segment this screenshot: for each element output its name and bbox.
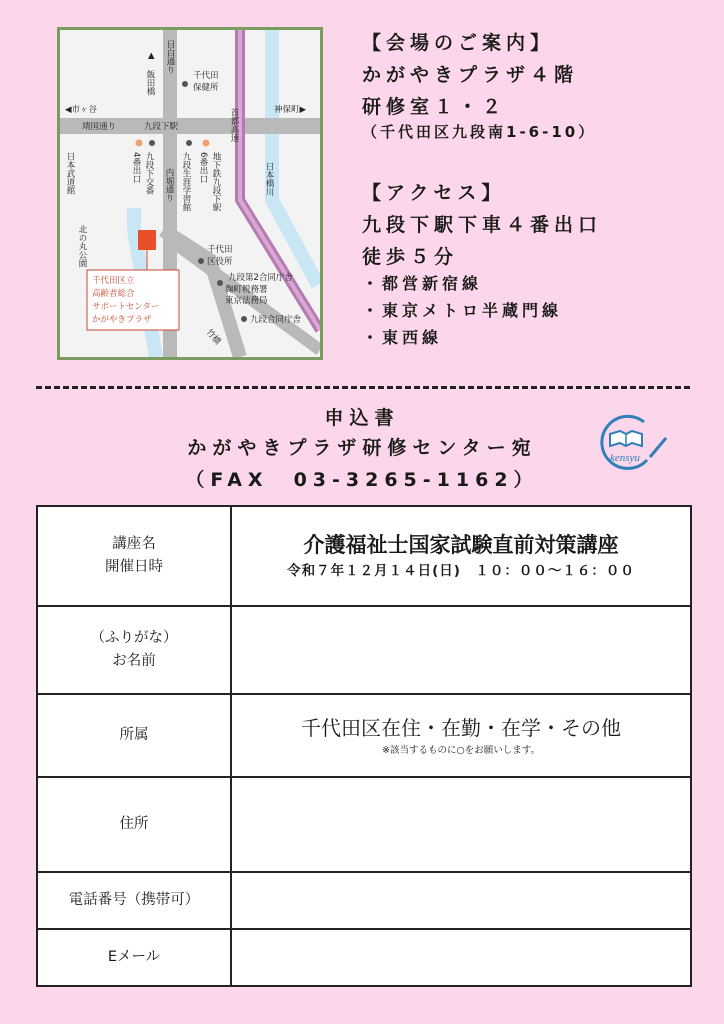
map-label-expressway: 首都高速 [229,108,239,142]
map-label-gov: 九段合同庁舎 [250,315,302,325]
affiliation-options[interactable]: 千代田区在住・在勤・在学・その他 [301,715,621,740]
map-label-kudanshita-crossing: 九段下駅 [144,122,179,132]
phone-label-cell [38,873,232,928]
course-name: 介護福祉士国家試験直前対策講座 [303,533,619,557]
datetime-label: 開催日時 [105,559,163,575]
map-label-hokenjo-1: 千代田 [193,71,219,81]
venue-callout-line-1: 千代田区立 [92,276,135,286]
map-label-exit-4: 4番出口 [131,152,141,183]
access-line-hanzomon: ・東京メトロ半蔵門線 [362,301,563,320]
venue-address: （千代田区九段南1-6-10） [362,123,597,141]
application-form [36,505,692,987]
course-label: 講座名 [112,536,156,552]
name-label-cell [38,607,232,693]
application-title: 申込書 [324,407,400,429]
affiliation-label-cell [38,695,232,776]
address-label-cell [38,778,232,871]
logo-text: kensyu [610,452,640,464]
affiliation-value-cell[interactable] [232,695,690,776]
map-label-mejiro: 目白通り [165,40,175,74]
phone-input-cell[interactable] [232,873,690,928]
email-input-cell[interactable] [232,930,690,985]
map-label-jimbocho: 神保町▶ [274,105,307,115]
address-input-cell[interactable] [232,778,690,871]
map-label-koban: 九段下交番 [144,152,154,195]
name-input-cell[interactable] [232,607,690,693]
cut-line-divider [36,386,690,389]
name-label: お名前 [112,653,156,669]
gov-marker [241,316,247,322]
form-row-phone [38,873,690,930]
form-row-name [38,607,690,695]
venue-room: 研修室１・２ [362,96,507,118]
access-map [57,27,323,360]
course-label-cell [38,507,232,605]
form-row-affiliation [38,695,690,778]
application-addressee: かがやきプラザ研修センター宛 [187,437,537,459]
venue-marker [138,230,156,250]
access-map-drawing [60,30,320,357]
venue-heading: 【会場のご案内】 [362,32,555,54]
map-label-ward-2: 区役所 [207,257,233,267]
river-nihonbashi [272,30,318,285]
hokenjo-marker [182,81,188,87]
venue-callout-line-2: 高齢者総合 [92,289,135,299]
map-label-ward-1: 千代田 [207,245,233,255]
map-label-kitanomaru: 北の丸公園 [77,225,87,268]
venue-callout-line-3: サポートセンター [92,302,160,312]
gov2-marker [217,280,223,286]
venue-callout-line-4: かがやきプラザ [92,315,152,325]
furigana-label: （ふりがな） [90,630,178,646]
map-label-nihonbashi: 日本橋川 [264,162,274,196]
map-label-hokenjo-2: 保健所 [193,83,219,93]
affiliation-note: ※該当するものに○をお願いします。 [382,744,540,756]
shogai-marker [186,140,192,146]
map-label-tax: 麹町税務署 [225,285,268,295]
map-label-legal: 東京法務局 [225,296,268,306]
course-value-cell [232,507,690,605]
affiliation-label: 所属 [119,727,149,743]
access-station: 九段下駅下車４番出口 [362,214,603,236]
map-label-budokan: 日本武道館 [65,152,75,195]
map-label-exit-6: 6番出口 [198,152,208,183]
map-label-take: 竹橋 [203,327,223,347]
access-line-tozai: ・東西線 [362,328,443,347]
email-label: Eメール [107,949,161,965]
kensyu-logo [592,412,672,472]
application-fax: （FAX 03-3265-1162） [185,469,539,491]
map-label-ichigaya: ◀市ヶ谷 [65,105,98,115]
map-label-yasukuni: 靖国通り [82,122,117,132]
email-label-cell [38,930,232,985]
map-label-shogai: 九段生涯学習館 [181,152,191,212]
form-row-address [38,778,690,873]
map-label-subway: 地下鉄九段下駅 [211,152,221,212]
form-row-email [38,930,690,985]
access-walk: 徒歩５分 [362,246,459,268]
access-line-shinjuku: ・都営新宿線 [362,274,483,293]
form-row-course [38,507,690,607]
exit-6-marker [203,140,210,147]
map-label-gov2: 九段第2合同庁舎 [228,273,293,283]
course-datetime: 令和７年１２月１４日(日) １０：００～１６：００ [287,563,635,579]
koban-marker [149,140,155,146]
map-label-iidabashi: ▲ [148,51,155,61]
ward-office-marker [198,258,204,264]
venue-name: かがやきプラザ４階 [362,64,579,86]
address-label: 住所 [119,816,149,832]
exit-4-marker [136,140,143,147]
access-heading: 【アクセス】 [362,182,506,204]
phone-label: 電話番号（携帯可） [68,892,200,908]
map-label-iidabashi-text: 飯田橋 [145,70,155,96]
map-label-uchibori: 内堀通り [164,168,174,202]
